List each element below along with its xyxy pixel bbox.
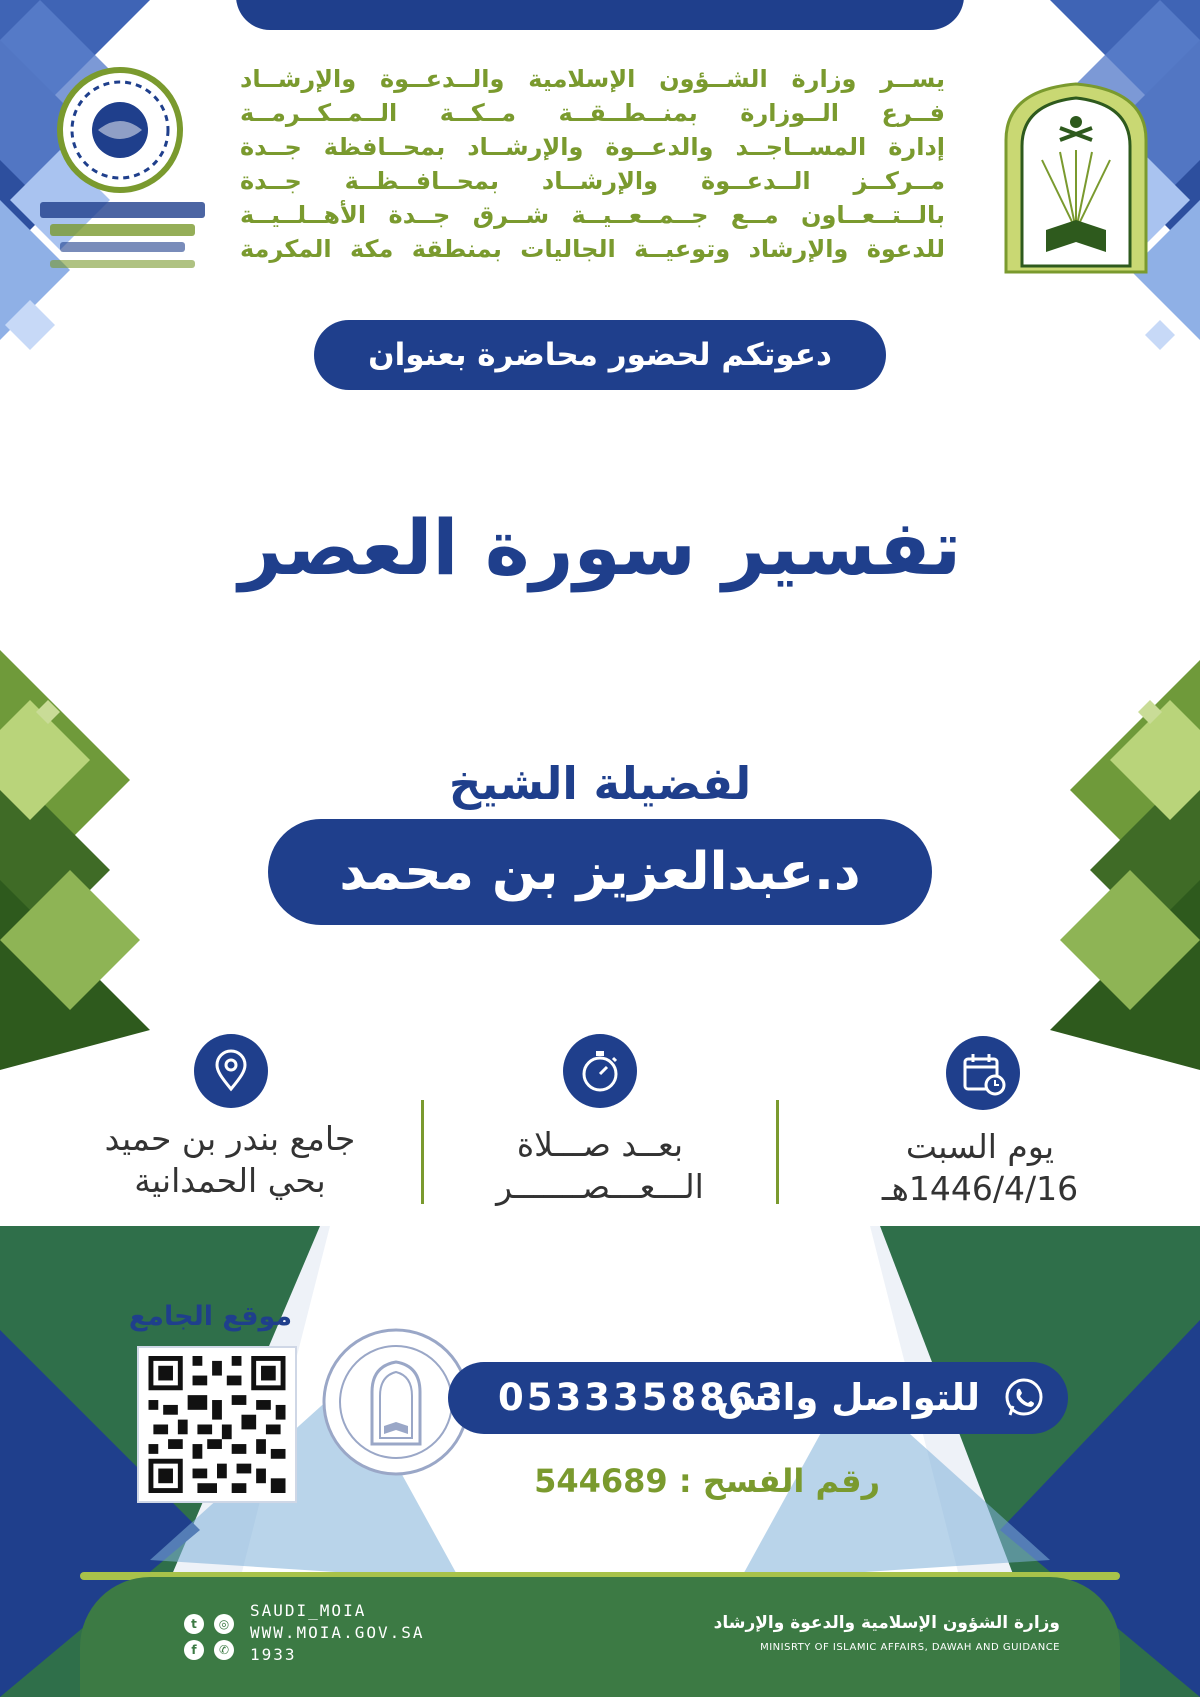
place-icon-badge bbox=[194, 1034, 268, 1108]
qr-code[interactable] bbox=[137, 1346, 297, 1503]
intro-text-block bbox=[240, 62, 945, 266]
intro-line: بالــتــعــاون مــع جــمــعــيــة شــرق جــدة الأهــلــيــة bbox=[240, 201, 945, 229]
date-icon-badge bbox=[946, 1036, 1020, 1110]
time-info bbox=[460, 1124, 740, 1208]
time-line-2: الـــعـــصـــــــر bbox=[496, 1167, 704, 1206]
invitation-banner: دعوتكم لحضور محاضرة بعنوان bbox=[314, 320, 886, 390]
intro-line: إدارة المســاجــد والدعــوة والإرشــاد بمحــافظة جــدة bbox=[240, 133, 945, 161]
sheikh-name-banner: د.عبدالعزيز بن محمد السدحان bbox=[268, 819, 932, 925]
footer-website[interactable]: WWW.MOIA.GOV.SA bbox=[250, 1623, 425, 1642]
date-day: يوم السبت bbox=[905, 1127, 1055, 1166]
time-line-1: بعــد صـــلاة bbox=[516, 1125, 684, 1164]
whatsapp-number[interactable]: 0533358863 bbox=[498, 1376, 786, 1419]
license-info bbox=[300, 1458, 880, 1504]
whatsapp-label: للتواصل واتس bbox=[716, 1376, 980, 1419]
intro-line: للدعوة والإرشاد وتوعيــة الجاليات بمنطقة مكة المكرمة bbox=[240, 235, 945, 263]
footer-number: 1933 bbox=[250, 1645, 297, 1664]
divider bbox=[776, 1100, 779, 1204]
time-icon-badge bbox=[563, 1034, 637, 1108]
footer-ministry-arabic: وزارة الشؤون الإسلامية والدعوة والإرشاد bbox=[713, 1613, 1060, 1633]
place-district: بحي الحمدانية bbox=[134, 1161, 326, 1200]
stopwatch-icon bbox=[576, 1047, 624, 1095]
intro-line: مــركــز الــدعــوة والإرشــاد بمحــافــظــة جــدة bbox=[240, 167, 945, 195]
top-header-tab bbox=[236, 0, 964, 30]
whatsapp-contact-bar[interactable] bbox=[448, 1362, 1068, 1434]
whatsapp-icon bbox=[1002, 1376, 1046, 1420]
footer-handle[interactable]: SAUDI_MOIA bbox=[250, 1601, 367, 1620]
location-pin-icon bbox=[207, 1047, 255, 1095]
footer-ministry-english: MINISRTY OF ISLAMIC AFFAIRS, DAWAH AND GUIDANCE bbox=[760, 1642, 1060, 1653]
footer-bar bbox=[80, 1577, 1120, 1697]
license-number: 544689 bbox=[534, 1462, 668, 1500]
license-label: رقم الفسح : bbox=[678, 1462, 880, 1500]
ministry-logo bbox=[1002, 80, 1150, 276]
phone-icon[interactable]: ✆ bbox=[214, 1640, 234, 1660]
footer-contacts bbox=[250, 1600, 425, 1666]
calendar-icon bbox=[959, 1049, 1007, 1097]
qr-label: موقع الجامع bbox=[128, 1301, 293, 1332]
qr-code-icon bbox=[147, 1356, 287, 1493]
place-info bbox=[80, 1118, 380, 1202]
place-mosque: جامع بندر بن حميد bbox=[104, 1119, 356, 1158]
facebook-icon[interactable]: f bbox=[184, 1640, 204, 1660]
instagram-icon[interactable]: ◎ bbox=[214, 1614, 234, 1634]
date-info bbox=[860, 1126, 1100, 1210]
twitter-icon[interactable]: t bbox=[184, 1614, 204, 1634]
east-jeddah-society-logo bbox=[20, 62, 225, 290]
intro-line: يســر وزارة الشــؤون الإسلامية والــدعــوة والإرشــاد bbox=[240, 65, 945, 93]
intro-line: فــرع الــوزارة بمنــطــقــة مــكــة الــمــكــرمــة bbox=[240, 99, 945, 127]
sheikh-label: لفضيلة الشيخ bbox=[448, 757, 752, 810]
date-value: 1446/4/16هـ bbox=[881, 1169, 1079, 1208]
divider bbox=[421, 1100, 424, 1204]
lecture-title: تفسير سورة العصر bbox=[238, 503, 962, 592]
